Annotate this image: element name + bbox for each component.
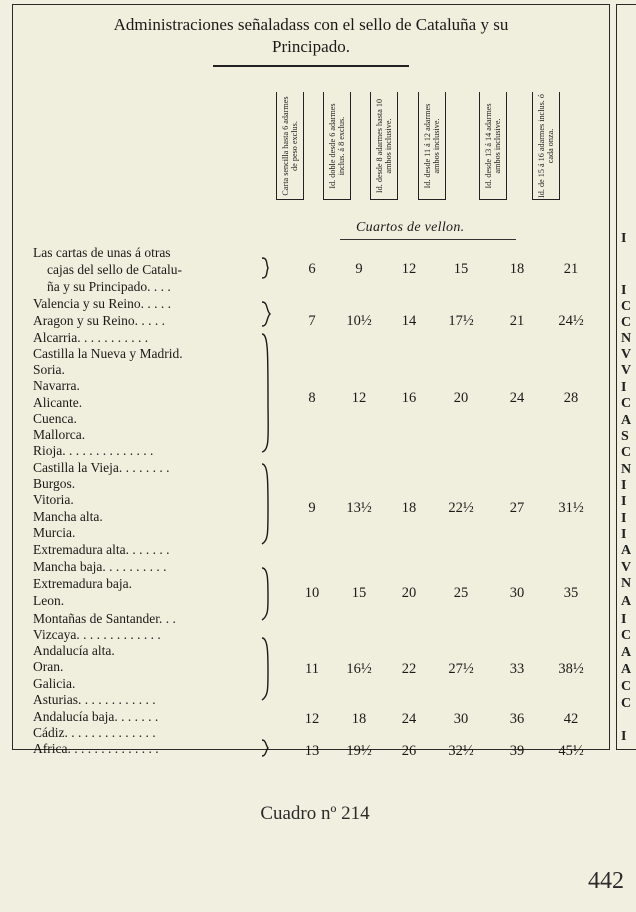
- rate-cell: 20: [453, 390, 469, 406]
- adjacent-page-letter: I: [621, 729, 627, 744]
- column-header-3: Id. desde 8 adarmes hasta 10 ambos inclusive.: [370, 92, 398, 200]
- place-line: Castilla la Nueva y Madrid.: [33, 346, 183, 361]
- rate-cell: 30: [453, 711, 469, 727]
- rate-cell: 45½: [558, 743, 584, 759]
- rate-cell: 18: [401, 500, 417, 516]
- rate-cell: 28: [563, 390, 579, 406]
- place-line: Valencia y su Reino. . . . .: [33, 296, 171, 311]
- rate-cell: 24: [401, 711, 417, 727]
- rate-cell: 13: [304, 743, 320, 759]
- rate-cell: 14: [401, 313, 417, 329]
- adjacent-page-letter: C: [621, 315, 632, 330]
- rate-cell: 30: [509, 585, 525, 601]
- adjacent-page-letter: N: [621, 462, 632, 477]
- rate-cell: 12: [304, 711, 320, 727]
- unit-underline: [340, 239, 516, 240]
- rate-cell: 22: [401, 661, 417, 677]
- adjacent-page-letter: I: [621, 494, 627, 509]
- adjacent-page-letter: C: [621, 445, 632, 460]
- place-line: Mancha baja. . . . . . . . . .: [33, 559, 167, 574]
- rate-cell: 38½: [558, 661, 584, 677]
- rate-cell: 13½: [346, 500, 372, 516]
- title-underline: [213, 65, 409, 67]
- rate-cell: 39: [509, 743, 525, 759]
- rate-cell: 7: [308, 313, 316, 329]
- table-title-line-2: Principado.: [272, 37, 350, 56]
- place-line: Murcia.: [33, 525, 76, 540]
- rate-cell: 35: [563, 585, 579, 601]
- column-header-4: Id. desde 11 á 12 adarmes ambos inclusive.: [418, 92, 446, 200]
- place-line: Aragon y su Reino. . . . .: [33, 313, 165, 328]
- unit-label: Cuartos de vellon.: [356, 220, 465, 235]
- adjacent-page-letter: A: [621, 543, 632, 558]
- rate-cell: 24½: [558, 313, 584, 329]
- rate-cell: 6: [308, 261, 316, 277]
- rate-cell: 18: [509, 261, 525, 277]
- rate-cell: 15: [351, 585, 367, 601]
- column-header-1: Carta sencilla hasta 6 adarmes de peso exclus.: [276, 92, 304, 200]
- adjacent-page-letter: C: [621, 679, 632, 694]
- rate-cell: 24: [509, 390, 525, 406]
- place-line: Rioja. . . . . . . . . . . . . .: [33, 443, 154, 458]
- rate-cell: 27½: [448, 661, 474, 677]
- rate-cell: 42: [563, 711, 579, 727]
- place-line: Alcarria. . . . . . . . . . .: [33, 330, 149, 345]
- adjacent-page-letter: V: [621, 347, 632, 362]
- place-line: Castilla la Vieja. . . . . . . .: [33, 460, 170, 475]
- rate-cell: 26: [401, 743, 417, 759]
- place-line: Galicia.: [33, 676, 76, 691]
- figure-caption: Cuadro nº 214: [260, 803, 370, 824]
- adjacent-page-letter: S: [621, 429, 629, 444]
- adjacent-page-letter: I: [621, 283, 627, 298]
- rate-cell: 9: [355, 261, 363, 277]
- place-line: Africa. . . . . . . . . . . . . .: [33, 741, 159, 756]
- adjacent-page-letter: A: [621, 662, 632, 677]
- adjacent-page-letter: A: [621, 594, 632, 609]
- place-line: Vizcaya. . . . . . . . . . . . .: [33, 627, 161, 642]
- place-line: Andalucía baja. . . . . . .: [33, 709, 159, 724]
- place-line: cajas del sello de Catalu-: [47, 262, 182, 277]
- table-title-line-1: Administraciones señaladass con el sello de Cataluña y su: [113, 15, 509, 34]
- place-line: Cádiz. . . . . . . . . . . . . .: [33, 725, 156, 740]
- adjacent-page-letter: I: [621, 478, 627, 493]
- rate-cell: 31½: [558, 500, 584, 516]
- adjacent-page-letter: I: [621, 511, 627, 526]
- rate-cell: 16½: [346, 661, 372, 677]
- rate-cell: 27: [509, 500, 525, 516]
- place-line: Burgos.: [33, 476, 76, 491]
- place-line: Extremadura baja.: [33, 576, 132, 591]
- place-line: Mallorca.: [33, 427, 86, 442]
- place-line: Extremadura alta. . . . . . .: [33, 542, 170, 557]
- rate-cell: 32½: [448, 743, 474, 759]
- place-line: Asturias. . . . . . . . . . . .: [33, 692, 156, 707]
- adjacent-page-letter: N: [621, 331, 632, 346]
- column-header-5: Id. desde 13 á 14 adarmes ambos inclusive.: [479, 92, 507, 200]
- rate-cell: 25: [453, 585, 469, 601]
- adjacent-page-letter: A: [621, 645, 632, 660]
- place-line: ña y su Principado. . . .: [47, 279, 171, 294]
- rate-cell: 22½: [448, 500, 474, 516]
- rate-cell: 8: [308, 390, 316, 406]
- rate-cell: 36: [509, 711, 525, 727]
- rate-cell: 10½: [346, 313, 372, 329]
- place-line: Vitoria.: [33, 492, 74, 507]
- rate-cell: 18: [351, 711, 367, 727]
- rate-cell: 12: [401, 261, 417, 277]
- rate-cell: 11: [305, 661, 319, 677]
- adjacent-page-letter: A: [621, 413, 632, 428]
- place-line: Navarra.: [33, 378, 80, 393]
- adjacent-page-letter: N: [621, 576, 632, 591]
- page-number: 442: [588, 868, 624, 894]
- adjacent-page-letter: I: [621, 380, 627, 395]
- place-line: Montañas de Santander. . .: [33, 611, 176, 626]
- place-line: Oran.: [33, 659, 64, 674]
- rate-cell: 33: [509, 661, 525, 677]
- rate-cell: 21: [563, 261, 579, 277]
- place-line: Leon.: [33, 593, 65, 608]
- rate-cell: 20: [401, 585, 417, 601]
- adjacent-page-letter: C: [621, 628, 632, 643]
- adjacent-page-letter: C: [621, 696, 632, 711]
- adjacent-page-letter: I: [621, 527, 627, 542]
- rate-cell: 16: [401, 390, 417, 406]
- adjacent-page-letter: V: [621, 560, 632, 575]
- rate-cell: 19½: [346, 743, 372, 759]
- column-header-2: Id. doble desde 6 adarmes inclus. á 8 exclus.: [323, 92, 351, 200]
- rate-cell: 21: [509, 313, 525, 329]
- rate-cell: 9: [308, 500, 316, 516]
- adjacent-page-letter: C: [621, 299, 632, 314]
- place-line: Cuenca.: [33, 411, 77, 426]
- rate-cell: 10: [304, 585, 320, 601]
- rate-cell: 15: [453, 261, 469, 277]
- place-line: Soria.: [33, 362, 65, 377]
- place-line: Alicante.: [33, 395, 83, 410]
- place-line: Las cartas de unas á otras: [33, 245, 171, 260]
- adjacent-page-letter: I: [621, 612, 627, 627]
- place-line: Mancha alta.: [33, 509, 103, 524]
- adjacent-page-letter: I: [621, 231, 627, 246]
- grouping-braces: [258, 240, 278, 760]
- rate-cell: 17½: [448, 313, 474, 329]
- rate-cell: 12: [351, 390, 367, 406]
- column-header-6: Id. de 15 á 16 adarmes inclus. ó cada onza.: [532, 92, 560, 200]
- place-line: Andalucía alta.: [33, 643, 115, 658]
- adjacent-page-letter: C: [621, 396, 632, 411]
- adjacent-page-letter: V: [621, 363, 632, 378]
